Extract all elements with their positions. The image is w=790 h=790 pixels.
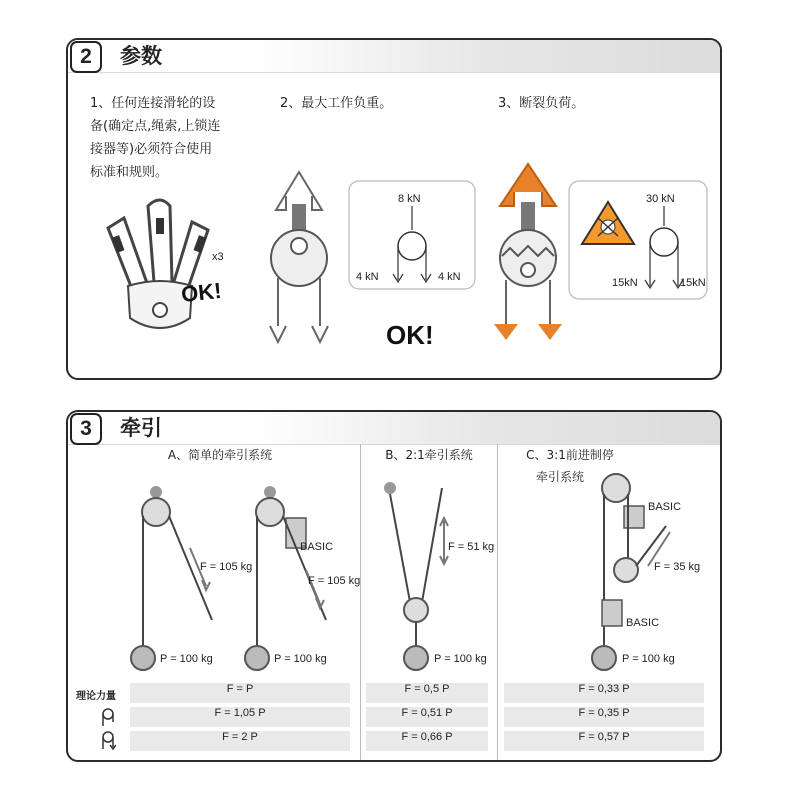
load-icon — [245, 646, 269, 670]
section-header — [68, 40, 720, 73]
pulley-icon — [256, 498, 284, 526]
down-arrow-icon — [494, 324, 518, 340]
breaking-load-illustration — [488, 158, 568, 343]
load-label: P = 100 kg — [434, 653, 487, 665]
down-arrow-icon — [538, 324, 562, 340]
table-cell: F = 0,35 P — [504, 707, 704, 727]
table-cell: F = 0,5 P — [366, 683, 488, 703]
column-c-title-line1: C、3:1前进制停 — [526, 448, 614, 462]
item2-top-force: 8 kN — [398, 193, 421, 205]
down-arrow-icon — [312, 326, 328, 342]
column-b-title: B、2:1牵引系统 — [385, 448, 473, 462]
item1-line: 标准和规则。 — [90, 165, 169, 180]
section-number: 2 — [70, 41, 102, 73]
section-header — [68, 412, 720, 445]
load-label: P = 100 kg — [160, 653, 213, 665]
section-parameters — [66, 38, 722, 380]
table-cell: F = 2 P — [130, 731, 350, 751]
item2-text: 2、最大工作负重。 — [280, 96, 393, 111]
pulley-icon — [614, 558, 638, 582]
item3-text: 3、断裂负荷。 — [498, 96, 585, 111]
item1-line: 1、任何连接滑轮的设 — [90, 96, 216, 111]
simple-haul-diagram — [120, 470, 360, 675]
item1-text — [90, 92, 260, 184]
table-cell: F = 0,66 P — [366, 731, 488, 751]
pulley-icon — [404, 598, 428, 622]
table-cell: F = 0,51 P — [366, 707, 488, 727]
column-divider — [360, 444, 361, 760]
anchor-icon — [150, 486, 162, 498]
load-icon — [404, 646, 428, 670]
down-arrow-icon — [270, 326, 286, 342]
item3-left-force: 15kN — [612, 277, 638, 289]
two-to-one-haul-diagram — [362, 470, 496, 675]
force-label: F = 105 kg — [200, 561, 253, 573]
basic-label: BASIC — [300, 541, 334, 553]
table-cell: F = 0,33 P — [504, 683, 704, 703]
up-arrow-icon — [500, 164, 556, 206]
working-load-diagram — [348, 180, 476, 290]
pulley-with-arrow-icon — [100, 731, 116, 751]
item2-ok: OK! — [386, 320, 434, 350]
pulley-icon — [142, 498, 170, 526]
force-label: F = 51 kg — [448, 541, 495, 553]
table-row-label: 理论力量 — [76, 691, 116, 702]
item1-line: 接器等)必须符合使用 — [90, 142, 213, 157]
table-cell: F = 1,05 P — [130, 707, 350, 727]
item1-ok: OK! — [179, 277, 223, 307]
section-title: 参数 — [120, 44, 162, 68]
three-to-one-haul-diagram — [498, 470, 720, 675]
basic-label: BASIC — [648, 501, 682, 513]
force-label: F = 105 kg — [308, 575, 360, 587]
rope-clamp-icon — [602, 600, 622, 626]
load-icon — [131, 646, 155, 670]
table-cell: F = 0,57 P — [504, 731, 704, 751]
load-icon — [592, 646, 616, 670]
working-load-illustration — [264, 168, 334, 348]
item3-top-force: 30 kN — [646, 193, 675, 205]
anchor-icon — [264, 486, 276, 498]
anchor-icon — [384, 482, 396, 494]
load-label: P = 100 kg — [622, 653, 675, 665]
section-number: 3 — [70, 413, 102, 445]
section-title: 牵引 — [120, 416, 162, 440]
item3-right-force: 15kN — [680, 277, 706, 289]
item2-left-force: 4 kN — [356, 271, 379, 283]
column-c-title-line2: 牵引系统 — [535, 470, 584, 484]
carabiners-pulley-illustration — [90, 190, 280, 340]
item2-right-force: 4 kN — [438, 271, 461, 283]
force-label: F = 35 kg — [654, 561, 701, 573]
item2-ok-mark — [382, 314, 462, 354]
table-cell: F = P — [130, 683, 350, 703]
carabiner-icon — [148, 200, 172, 282]
pulley-icon — [602, 474, 630, 502]
item1-multiplier: x3 — [212, 251, 224, 263]
pulley-type-icon — [100, 708, 116, 728]
item1-line: 备(确定点,绳索,上锁连 — [90, 119, 221, 134]
basic-label: BASIC — [626, 617, 660, 629]
load-label: P = 100 kg — [274, 653, 327, 665]
breaking-load-diagram — [568, 180, 708, 300]
column-a-title: A、简单的牵引系统 — [167, 448, 273, 462]
